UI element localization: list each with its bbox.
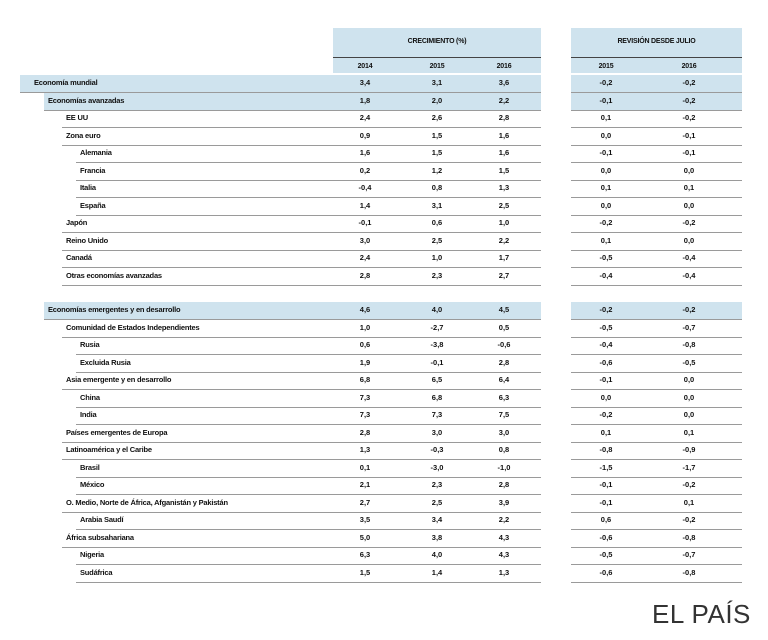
growth-value-2016: 0,5: [498, 322, 510, 332]
growth-value-2015: 2,3: [431, 270, 443, 280]
revision-value-2015: -0,8: [599, 445, 613, 454]
row-label: Reino Unido: [66, 235, 108, 245]
revision-value-2015: -0,6: [599, 532, 613, 542]
growth-value-2014: 4,6: [359, 305, 371, 314]
table-row: [20, 75, 742, 93]
revision-value-2016: 0,0: [683, 392, 695, 402]
growth-value-2016: 2,8: [498, 357, 510, 367]
growth-value-2016: 1,3: [498, 183, 510, 192]
table-row: [20, 530, 742, 548]
table-row: [20, 442, 742, 460]
growth-value-2014: 6,8: [359, 375, 371, 384]
growth-value-2014: 1,9: [359, 357, 371, 367]
growth-value-2015: 1,2: [431, 165, 443, 175]
row-rule: [62, 285, 541, 286]
growth-value-2016: 1,0: [498, 218, 510, 227]
row-label: Economías emergentes y en desarrollo: [48, 305, 181, 314]
row-label: Comunidad de Estados Independientes: [66, 322, 200, 332]
revision-value-2015: -0,1: [599, 375, 613, 384]
growth-header-rule: [333, 57, 541, 58]
growth-value-2016: 7,5: [498, 410, 510, 419]
growth-value-2016: 1,5: [498, 165, 510, 175]
row-label: Sudáfrica: [80, 567, 113, 577]
table-row: [20, 337, 742, 355]
revision-value-2015: -0,1: [599, 480, 613, 489]
growth-value-2016: 2,2: [498, 95, 510, 105]
row-label: Latinoamérica y el Caribe: [66, 445, 152, 454]
revision-value-2016: -0,8: [682, 567, 696, 577]
row-rule: [571, 582, 742, 583]
growth-value-2016: 6,4: [498, 375, 510, 384]
revision-value-2016: -0,9: [682, 445, 696, 454]
row-label: México: [80, 480, 105, 489]
growth-value-2015: 1,0: [431, 253, 443, 262]
table-row: [20, 512, 742, 530]
revision-value-2016: 0,1: [683, 497, 695, 507]
growth-value-2015: 1,5: [431, 148, 443, 157]
growth-value-2015: 2,3: [431, 480, 443, 489]
revision-value-2015: 0,1: [600, 235, 612, 245]
revision-value-2015: -0,4: [599, 270, 613, 280]
row-label: Rusia: [80, 340, 100, 349]
growth-value-2014: 0,1: [359, 462, 371, 472]
revision-value-2015: 0,0: [600, 200, 612, 210]
revision-value-2015: -0,5: [599, 550, 613, 559]
table-row: [20, 390, 742, 408]
revision-header-rule: [571, 57, 742, 58]
growth-value-2015: -3,0: [430, 462, 444, 472]
growth-value-2015: 1,5: [431, 130, 443, 140]
growth-value-2015: 3,0: [431, 427, 443, 437]
growth-value-2014: 2,1: [359, 480, 371, 489]
growth-value-2015: 0,8: [431, 183, 443, 192]
growth-value-2015: 1,4: [431, 567, 443, 577]
table-row: [20, 198, 742, 216]
growth-value-2015: 2,5: [431, 235, 443, 245]
revision-value-2016: -0,2: [682, 113, 696, 122]
growth-year-2014: 2014: [357, 63, 373, 70]
table-row: [20, 460, 742, 478]
revision-value-2015: 0,0: [600, 392, 612, 402]
row-label: Asia emergente y en desarrollo: [66, 375, 172, 384]
row-rule: [571, 285, 742, 286]
row-label: Arabia Saudí: [80, 515, 124, 524]
row-label: Economías avanzadas: [48, 95, 125, 105]
growth-value-2014: 2,8: [359, 270, 371, 280]
revision-value-2015: 0,0: [600, 165, 612, 175]
growth-value-2014: 1,3: [359, 445, 371, 454]
growth-value-2016: 0,8: [498, 445, 510, 454]
revision-value-2016: -0,7: [682, 550, 696, 559]
row-label: Brasil: [80, 462, 100, 472]
row-label: Italia: [80, 183, 96, 192]
table-row: [20, 547, 742, 565]
table-row: [20, 407, 742, 425]
revision-value-2015: -0,1: [599, 497, 613, 507]
growth-value-2015: -0,1: [430, 357, 444, 367]
growth-value-2015: 7,3: [431, 410, 443, 419]
growth-value-2014: 3,0: [359, 235, 371, 245]
row-label: España: [80, 200, 106, 210]
revision-value-2016: 0,1: [683, 427, 695, 437]
revision-value-2015: -1,5: [599, 462, 613, 472]
revision-value-2015: 0,6: [600, 515, 612, 524]
revision-value-2016: -0,7: [682, 322, 696, 332]
revision-value-2016: 0,1: [683, 183, 695, 192]
revision-year-2015: 2015: [598, 63, 614, 70]
revision-value-2016: -0,2: [682, 78, 696, 87]
table-row: [20, 477, 742, 495]
growth-year-2015: 2015: [429, 63, 445, 70]
revision-year-2016: 2016: [681, 63, 697, 70]
table-row: [20, 110, 742, 128]
revision-value-2016: -0,1: [682, 130, 696, 140]
revision-value-2015: -0,5: [599, 253, 613, 262]
growth-value-2014: -0,4: [358, 183, 372, 192]
growth-value-2016: 3,0: [498, 427, 510, 437]
growth-year-2016: 2016: [496, 63, 512, 70]
growth-value-2016: 3,6: [498, 78, 510, 87]
growth-value-2014: 0,9: [359, 130, 371, 140]
table-row: [20, 233, 742, 251]
row-label: Nigeria: [80, 550, 105, 559]
table-row: [20, 268, 742, 286]
row-highlight-band: [20, 75, 541, 92]
row-label: Zona euro: [66, 130, 101, 140]
table-row: [20, 302, 742, 320]
row-label: Canadá: [66, 253, 92, 262]
growth-value-2016: 1,6: [498, 148, 510, 157]
revision-value-2016: -1,7: [682, 462, 696, 472]
revision-value-2015: -0,5: [599, 322, 613, 332]
revision-value-2015: 0,1: [600, 113, 612, 122]
growth-value-2016: 1,3: [498, 567, 510, 577]
growth-value-2014: 2,4: [359, 253, 371, 262]
growth-value-2015: 3,1: [431, 78, 443, 87]
growth-value-2014: 1,8: [359, 95, 371, 105]
table-row: [20, 215, 742, 233]
growth-value-2014: 0,2: [359, 165, 371, 175]
table-row: [20, 250, 742, 268]
growth-value-2015: 6,8: [431, 392, 443, 402]
growth-value-2016: -0,6: [497, 340, 511, 349]
growth-value-2016: 4,3: [498, 532, 510, 542]
growth-value-2014: -0,1: [358, 218, 372, 227]
revision-value-2015: -0,6: [599, 357, 613, 367]
row-label: Francia: [80, 165, 106, 175]
growth-value-2015: 3,4: [431, 515, 443, 524]
revision-value-2016: -0,2: [682, 515, 696, 524]
table-row: [20, 180, 742, 198]
growth-value-2014: 1,0: [359, 322, 371, 332]
growth-value-2016: 6,3: [498, 392, 510, 402]
growth-value-2015: 2,0: [431, 95, 443, 105]
row-label: India: [80, 410, 97, 419]
growth-value-2016: -1,0: [497, 462, 511, 472]
row-label: Alemania: [80, 148, 112, 157]
table-row: [20, 128, 742, 146]
growth-value-2016: 3,9: [498, 497, 510, 507]
table-row: [20, 145, 742, 163]
growth-value-2016: 2,2: [498, 235, 510, 245]
row-label: Países emergentes de Europa: [66, 427, 168, 437]
row-label: África subsahariana: [66, 532, 134, 542]
revision-value-2016: -0,4: [682, 253, 696, 262]
revision-value-2016: 0,0: [683, 200, 695, 210]
row-label: China: [80, 392, 100, 402]
table-row: [20, 320, 742, 338]
growth-value-2014: 1,4: [359, 200, 371, 210]
growth-value-2014: 5,0: [359, 532, 371, 542]
revision-value-2016: -0,1: [682, 148, 696, 157]
table-row: [20, 355, 742, 373]
revision-value-2016: 0,0: [683, 235, 695, 245]
growth-value-2014: 1,6: [359, 148, 371, 157]
revision-header-title: REVISIÓN DESDE JULIO: [617, 38, 696, 45]
revision-value-2015: -0,2: [599, 218, 613, 227]
growth-value-2016: 2,5: [498, 200, 510, 210]
revision-value-2016: 0,0: [683, 375, 695, 384]
growth-value-2015: -0,3: [430, 445, 444, 454]
growth-value-2016: 2,2: [498, 515, 510, 524]
row-label: EE UU: [66, 113, 88, 122]
growth-value-2015: -2,7: [430, 322, 444, 332]
growth-value-2014: 0,6: [359, 340, 371, 349]
growth-value-2016: 1,7: [498, 253, 510, 262]
growth-value-2015: 3,1: [431, 200, 443, 210]
growth-value-2015: 2,6: [431, 113, 443, 122]
growth-value-2014: 2,8: [359, 427, 371, 437]
revision-value-2016: 0,0: [683, 410, 695, 419]
growth-value-2016: 2,8: [498, 480, 510, 489]
revision-value-2015: -0,1: [599, 148, 613, 157]
table-row: [20, 565, 742, 583]
revision-value-2015: 0,0: [600, 130, 612, 140]
revision-value-2015: -0,2: [599, 305, 613, 314]
growth-value-2014: 3,5: [359, 515, 371, 524]
revision-value-2016: -0,5: [682, 357, 696, 367]
table-row: [20, 93, 742, 111]
table-row: [20, 425, 742, 443]
growth-value-2015: 2,5: [431, 497, 443, 507]
revision-value-2016: -0,2: [682, 95, 696, 105]
row-rule: [76, 582, 541, 583]
row-label: Otras economías avanzadas: [66, 270, 162, 280]
row-label: Japón: [66, 218, 88, 227]
growth-value-2015: -3,8: [430, 340, 444, 349]
growth-value-2015: 4,0: [431, 550, 443, 559]
el-pais-logo: EL PAÍS: [652, 599, 751, 629]
table-row: [20, 163, 742, 181]
growth-value-2014: 3,4: [359, 78, 371, 87]
growth-value-2014: 2,4: [359, 113, 371, 122]
revision-value-2016: -0,8: [682, 532, 696, 542]
revision-value-2015: -0,6: [599, 567, 613, 577]
growth-value-2014: 7,3: [359, 410, 371, 419]
revision-value-2016: -0,8: [682, 340, 696, 349]
growth-value-2016: 2,7: [498, 270, 510, 280]
revision-value-2015: -0,4: [599, 340, 613, 349]
revision-value-2016: 0,0: [683, 165, 695, 175]
revision-value-2015: 0,1: [600, 183, 612, 192]
growth-value-2015: 3,8: [431, 532, 443, 542]
growth-value-2016: 1,6: [498, 130, 510, 140]
revision-value-2016: -0,2: [682, 480, 696, 489]
growth-value-2016: 2,8: [498, 113, 510, 122]
revision-value-2016: -0,2: [682, 218, 696, 227]
growth-value-2014: 2,7: [359, 497, 371, 507]
row-label: Economía mundial: [34, 78, 98, 87]
revision-value-2015: -0,2: [599, 78, 613, 87]
growth-value-2015: 6,5: [431, 375, 443, 384]
growth-value-2016: 4,3: [498, 550, 510, 559]
row-label: O. Medio, Norte de África, Afganistán y Pakistán: [66, 497, 228, 507]
revision-value-2015: -0,1: [599, 95, 613, 105]
growth-value-2015: 0,6: [431, 218, 443, 227]
revision-value-2016: -0,2: [682, 305, 696, 314]
growth-header-title: CRECIMIENTO (%): [407, 38, 467, 45]
revision-value-2016: -0,4: [682, 270, 696, 280]
growth-value-2016: 4,5: [498, 305, 510, 314]
revision-value-2015: -0,2: [599, 410, 613, 419]
table-row: [20, 372, 742, 390]
growth-value-2014: 7,3: [359, 392, 371, 402]
revision-value-2015: 0,1: [600, 427, 612, 437]
growth-value-2014: 6,3: [359, 550, 371, 559]
growth-value-2014: 1,5: [359, 567, 371, 577]
row-label: Excluida Rusia: [80, 357, 131, 367]
table-row: [20, 495, 742, 513]
growth-value-2015: 4,0: [431, 305, 443, 314]
